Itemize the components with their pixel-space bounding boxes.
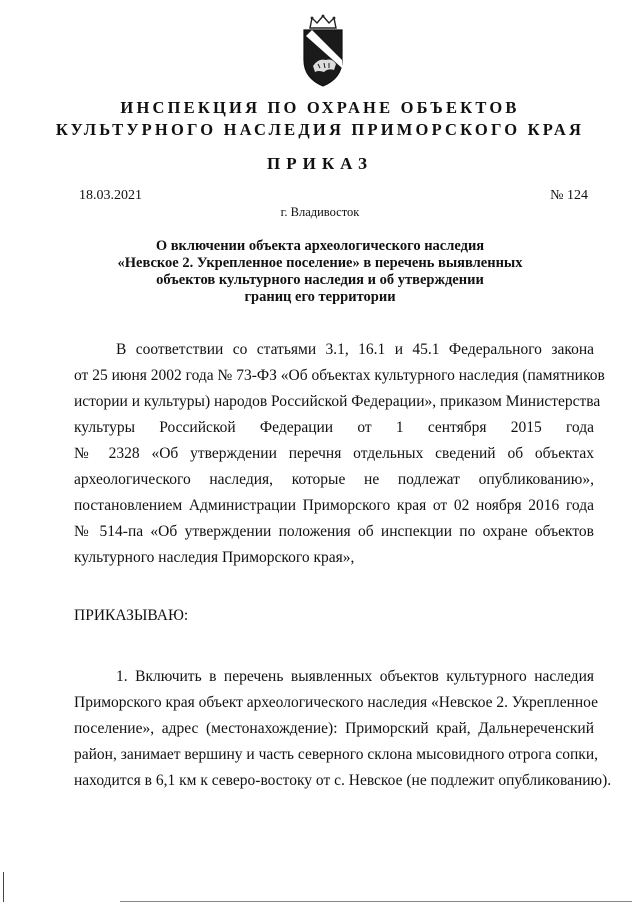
- item-line: поселение», адрес (местонахождение): Приморский край, Дальнереченский: [74, 720, 594, 737]
- item-line: находится в 6,1 км к северо-востоку от с. Невское (не подлежит опубликованию).: [74, 772, 612, 789]
- preamble-line: культуры Российской Федерации от 1 сентября 2015 года: [74, 419, 594, 436]
- preamble-line: № 514-па «Об утверждении положения об инспекции по охране объектов: [74, 523, 594, 540]
- organization-name-line1: ИНСПЕКЦИЯ ПО ОХРАНЕ ОБЪЕКТОВ: [120, 98, 520, 117]
- order-date: 18.03.2021: [79, 188, 142, 203]
- preamble-line: археологического наследия, которые не подлежат опубликованию»,: [74, 471, 594, 488]
- coat-of-arms-icon: [298, 14, 348, 88]
- organization-name-line2: КУЛЬТУРНОГО НАСЛЕДИЯ ПРИМОРСКОГО КРАЯ: [55, 120, 585, 139]
- preamble-line: № 2328 «Об утверждении перечня отдельных сведений об объектах: [74, 445, 594, 462]
- preamble-line: от 25 июня 2002 года № 73-ФЗ «Об объектах культурного наследия (памятников: [74, 367, 605, 384]
- order-city: г. Владивосток: [280, 205, 360, 219]
- order-number: № 124: [550, 188, 588, 203]
- subject-line: О включении объекта археологического наследия: [155, 238, 485, 254]
- document-type-title: ПРИКАЗ: [267, 154, 373, 173]
- subject-line: границ его территории: [244, 289, 396, 305]
- order-item-1: [74, 664, 612, 794]
- item-line: 1. Включить в перечень выявленных объектов культурного наследия: [116, 668, 594, 685]
- preamble-line: постановлением Администрации Приморского края от 02 ноября 2016 года: [74, 497, 594, 514]
- preamble-paragraph: [74, 337, 605, 571]
- preamble-line: истории и культуры) народов Российской Федерации», приказом Министерства: [74, 393, 601, 410]
- order-directive-word: ПРИКАЗЫВАЮ:: [74, 607, 189, 624]
- subject-line: объектов культурного наследия и об утверждении: [156, 272, 484, 288]
- subject-line: «Невское 2. Укрепленное поселение» в перечень выявленных: [117, 255, 523, 271]
- item-line: район, занимает вершину и часть северного склона мысовидного отрога сопки,: [74, 746, 599, 763]
- scan-bottom-edge: [120, 901, 632, 902]
- scan-margin-mark: [3, 872, 4, 902]
- order-subject: [100, 238, 540, 306]
- item-line: Приморского края объект археологического наследия «Невское 2. Укрепленное: [74, 694, 598, 711]
- preamble-line: культурного наследия Приморского края»,: [74, 549, 355, 566]
- preamble-line: В соответствии со статьями 3.1, 16.1 и 45.1 Федерального закона: [116, 341, 594, 358]
